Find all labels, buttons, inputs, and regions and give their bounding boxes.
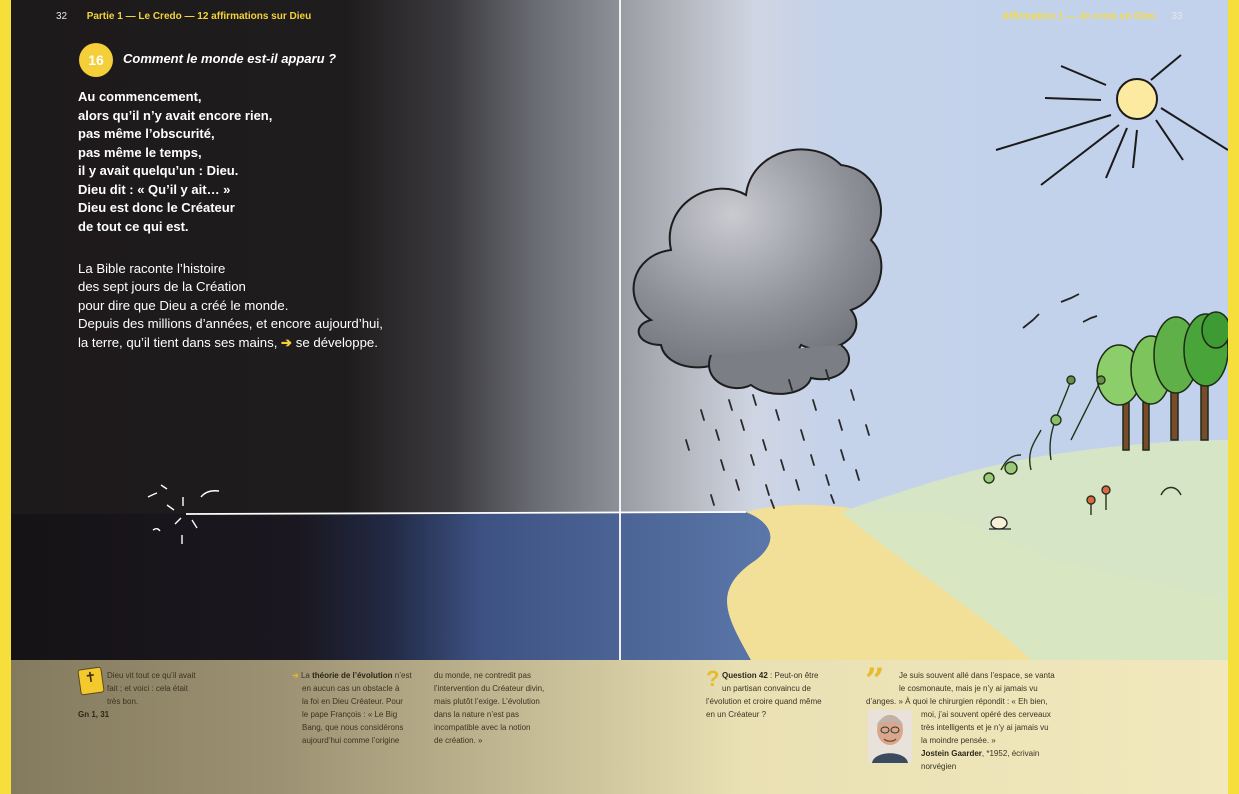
poem-line: il y avait quelqu’un : Dieu. <box>78 163 239 178</box>
quote-line: le cosmonaute, mais je n’y ai jamais vu <box>899 684 1038 693</box>
evolution-note-column-2 <box>434 669 544 747</box>
quotation-mark-icon: ” <box>865 661 885 701</box>
paragraph-line: des sept jours de la Création <box>78 279 246 295</box>
question-number-badge: 16 <box>79 43 113 77</box>
question-title: Comment le monde est-il apparu ? <box>123 51 337 66</box>
note-line: fait ; et voici : cela était <box>107 684 188 693</box>
body-paragraph <box>78 260 383 352</box>
paragraph-text: la terre, qu’il tient dans ses mains, <box>78 334 278 350</box>
poem-line: pas même le temps, <box>78 144 202 160</box>
paragraph-line: pour dire que Dieu a créé le monde. <box>78 297 289 313</box>
bible-reference: Gn 1, 31 <box>78 710 110 719</box>
arrow-icon: ➔ <box>292 671 299 680</box>
quote-line: d’anges. » À quoi le chirurgien répondit : « Eh bien, <box>866 697 1048 706</box>
storm-cloud <box>634 149 882 394</box>
birds <box>1023 294 1097 328</box>
note-line: mais plutôt l’exige. L’évolution <box>434 697 540 706</box>
paragraph-text: se développe. <box>295 334 378 350</box>
trees <box>1097 312 1228 450</box>
quote-line: moi, j’ai souvent opéré des cerveaux <box>921 710 1051 719</box>
poem-line: de tout ce qui est. <box>78 218 189 234</box>
note-line: Dieu vit tout ce qu’il avait <box>107 671 196 680</box>
note-line: incompatible avec la notion <box>434 723 531 732</box>
paragraph-line <box>78 334 383 352</box>
left-page-number: 32 <box>56 11 68 22</box>
note-line: très bon. <box>107 697 139 706</box>
paragraph-line: La Bible raconte l’histoire <box>78 261 226 276</box>
poem-line: Au commencement, <box>78 89 202 104</box>
cross-reference-arrow-icon[interactable]: ➔ <box>281 334 293 350</box>
question-42-link[interactable]: Question 42 <box>722 671 768 680</box>
right-page-number: 33 <box>1171 11 1183 22</box>
author-portrait-photo <box>868 710 912 763</box>
evolution-theory-term: théorie de l’évolution <box>312 671 393 680</box>
note-line: un partisan convaincu de <box>722 684 811 693</box>
right-running-header <box>1002 11 1183 22</box>
creation-poem <box>78 88 272 236</box>
evolution-note-column-1: ➔ La théorie de l’évolution n’est en aucun cas un obstacle à la foi en Dieu Créateur. Pour le pape François : « Le Big Bang, que nous considérons aujourd’hui comme l’origine <box>292 671 412 745</box>
question-mark-icon: ? <box>706 666 720 691</box>
note-line: Bang, que nous considérons <box>302 723 404 732</box>
right-header-title: Affirmation 1 — Je crois en Dieu <box>1002 11 1156 22</box>
quote-block: Je suis souvent allé dans l’espace, se vanta le cosmonaute, mais je n’y ai jamais vu d’anges. » À quoi le chirurgien répondit : « Eh bien, moi, j’ai souvent opéré des cerveaux très intelligents et je n’y ai jamais vu la moindre pensée. » Jostein Gaarder, *1952, écrivain norvégien <box>866 671 1055 771</box>
note-line: de création. » <box>434 736 483 745</box>
left-header-title: Partie 1 — Le Credo — 12 affirmations sur Dieu <box>86 11 312 22</box>
quote-author-detail: norvégien <box>921 762 957 771</box>
note-line: aujourd’hui comme l’origine <box>302 736 400 745</box>
note-line: dans la nature n’est pas <box>434 710 519 719</box>
sea <box>11 512 770 660</box>
right-yellow-border <box>1228 0 1239 794</box>
note-line: l’évolution et croire quand même <box>706 697 822 706</box>
note-line: du monde, ne contredit pas <box>434 671 531 680</box>
quote-line: Je suis souvent allé dans l’espace, se vanta <box>899 671 1055 680</box>
poem-line: alors qu’il n’y avait encore rien, <box>78 107 273 123</box>
left-yellow-border <box>0 0 11 794</box>
poem-line: pas même l’obscurité, <box>78 126 215 141</box>
quote-line: la moindre pensée. » <box>921 736 996 745</box>
quote-line: très intelligents et je n’y ai jamais vu <box>921 723 1049 732</box>
poem-line: Dieu dit : « Qu’il y ait… » <box>78 181 231 197</box>
note-line: en aucun cas un obstacle à <box>302 684 400 693</box>
poem-line: Dieu est donc le Créateur <box>78 200 235 215</box>
note-line: la foi en Dieu Créateur. Pour <box>302 697 403 706</box>
bible-cross-icon: ✝ <box>77 666 104 695</box>
bible-quote-note <box>78 669 196 721</box>
sun <box>996 55 1228 185</box>
note-line: le pape François : « Le Big <box>302 710 398 719</box>
left-running-header <box>56 11 311 22</box>
note-line: l’intervention du Créateur divin, <box>434 684 545 693</box>
note-line: en un Créateur ? <box>706 710 767 719</box>
quote-author: Jostein Gaarder <box>921 749 982 758</box>
paragraph-line: Depuis des millions d’années, et encore aujourd’hui, <box>78 316 383 332</box>
question-42-note: Question 42 : Peut-on être un partisan convaincu de l’évolution et croire quand même en un Créateur ? <box>706 671 822 719</box>
